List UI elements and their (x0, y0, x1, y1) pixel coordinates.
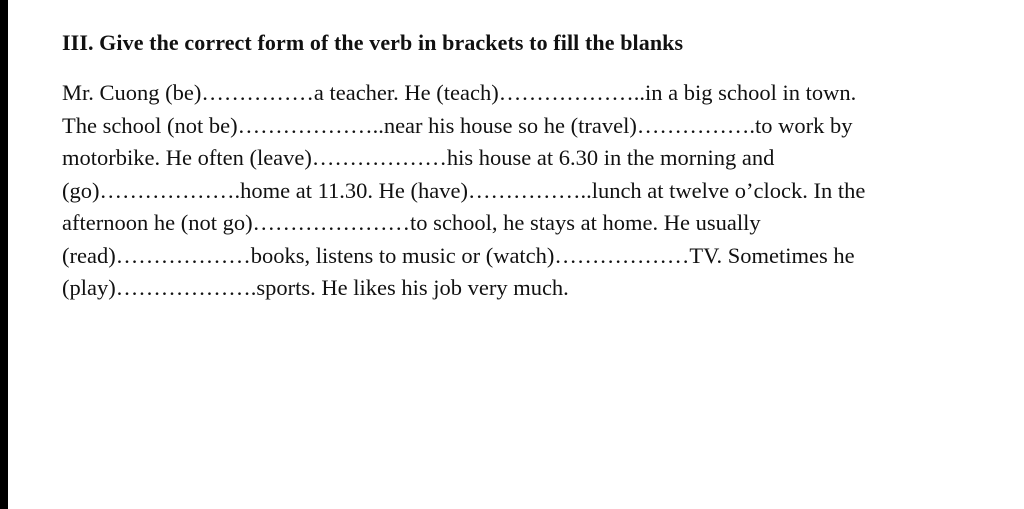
paragraph-line-7: (play)……………….sports. He likes his job very much. (62, 275, 569, 300)
exercise-heading: III. Give the correct form of the verb in brackets to fill the blanks (62, 30, 684, 55)
paragraph-line-3: motorbike. He often (leave)………………his house at 6.30 in the morning and (62, 145, 775, 170)
document-page (8, 0, 1024, 509)
paragraph-line-4: (go)……………….home at 11.30. He (have)……………..lunch at twelve o’clock. In the (62, 177, 866, 203)
paragraph-line-2: The school (not be)………………..near his house so he (travel)…………….to work by (62, 112, 853, 138)
paragraph-line-1: Mr. Cuong (be)……………a teacher. He (teach)………………..in a big school in town. (62, 80, 857, 105)
paragraph-line-5: afternoon he (not go)…………………to school, he stays at home. He usually (62, 210, 761, 235)
paragraph-line-6: (read)………………books, listens to music or (watch)………………TV. Sometimes he (62, 242, 855, 268)
exercise-paragraph (62, 77, 1012, 305)
